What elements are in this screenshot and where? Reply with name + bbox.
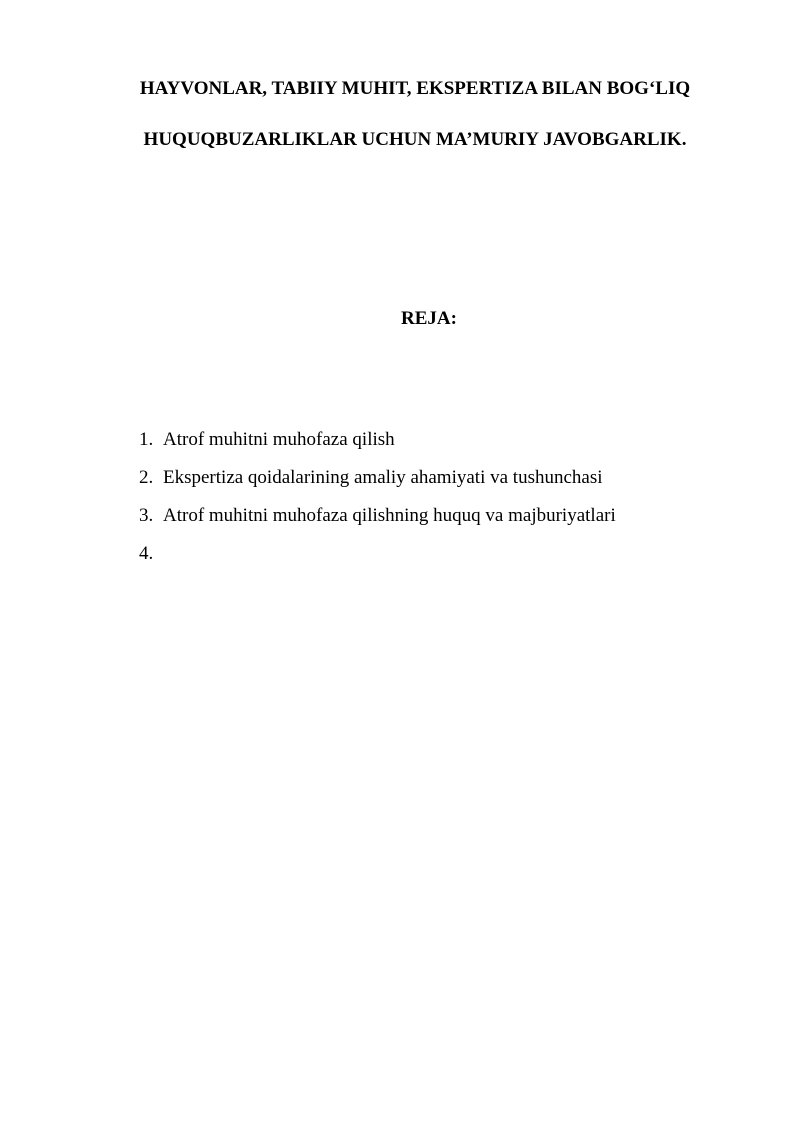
plan-item-number: 2. [139,467,154,488]
document-title-line-2: HUQUQBUZARLIKLAR UCHUN MA’MURIY JAVOBGARLIK. [143,129,687,150]
plan-item-text: Ekspertiza qoidalarining amaliy ahamiyati va tushunchasi [163,467,603,488]
plan-item-number: 3. [139,505,154,526]
plan-item-3 [139,504,616,542]
plan-item-number: 4. [139,543,154,564]
plan-item-2 [139,466,616,504]
plan-heading: REJA: [401,308,457,329]
plan-item-text: Atrof muhitni muhofaza qilish [163,429,395,450]
document-title-line-1: HAYVONLAR, TABIIY MUHIT, EKSPERTIZA BILAN BOG‘LIQ [139,78,691,99]
plan-item-number: 1. [139,429,154,450]
plan-item-4 [139,542,616,580]
plan-list [139,428,616,580]
plan-item-text: Atrof muhitni muhofaza qilishning huquq va majburiyatlari [163,505,616,526]
plan-item-1 [139,428,616,466]
